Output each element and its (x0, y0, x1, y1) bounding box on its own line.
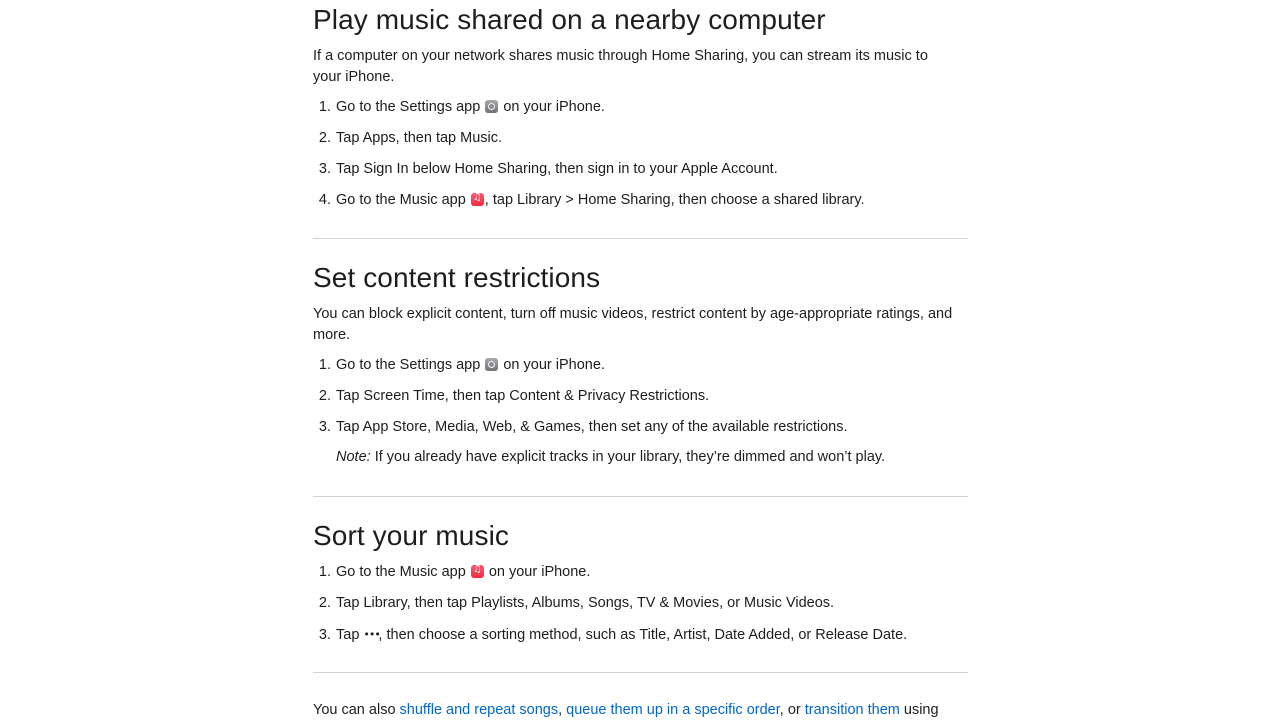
list-item (335, 562, 990, 583)
section-title-nearby-computer: Play music shared on a nearby computer (313, 4, 826, 35)
footer-text: , or (779, 702, 805, 718)
section-title-content-restrictions: Set content restrictions (313, 262, 601, 293)
step-text: Go to the Settings app (336, 357, 481, 373)
transition-songs-link[interactable]: transition them (804, 702, 900, 718)
list-item (335, 355, 990, 376)
list-item: 3. Tap Sign In below Home Sharing, then sign in to your Apple Account. (335, 159, 990, 180)
section-divider (313, 496, 968, 497)
note (336, 447, 990, 468)
steps-content-restrictions (313, 355, 990, 468)
steps-sort-music (313, 562, 990, 646)
step-text: , tap Library > Home Sharing, then choose a shared library. (484, 192, 865, 208)
music-app-icon (471, 565, 484, 578)
note-text: If you already have explicit tracks in your library, they’re dimmed and won’t play. (370, 449, 886, 465)
settings-app-icon (485, 100, 498, 113)
footer-text: , (558, 702, 567, 718)
shuffle-repeat-link[interactable]: shuffle and repeat songs (399, 702, 559, 718)
step-text: on your iPhone. (484, 564, 591, 580)
list-item: 2. Tap Library, then tap Playlists, Albums, Songs, TV & Movies, or Music Videos. (335, 593, 990, 614)
section-divider (313, 672, 968, 673)
footer-text: using (899, 702, 939, 718)
footer-text: You can also (313, 702, 400, 718)
steps-nearby-computer (313, 97, 990, 211)
note-label: Note: (336, 449, 371, 465)
section-intro-nearby-computer: If a computer on your network shares music through Home Sharing, you can stream its music to your iPhone. (313, 48, 928, 85)
step-text: Go to the Settings app (336, 99, 481, 115)
queue-songs-link[interactable]: queue them up in a specific order (566, 702, 780, 718)
step-text: on your iPhone. (499, 99, 605, 115)
list-item (335, 417, 990, 468)
step-text: Tap App Store, Media, Web, & Games, then set any of the available restrictions. (336, 419, 848, 435)
list-item: 2. Tap Apps, then tap Music. (335, 128, 990, 149)
section-divider (313, 238, 968, 239)
list-item: 2. Tap Screen Time, then tap Content & Privacy Restrictions. (335, 386, 990, 407)
footer-paragraph (313, 700, 968, 721)
step-text: Go to the Music app (336, 564, 466, 580)
list-item (335, 190, 990, 211)
step-text: , then choose a sorting method, such as Title, Artist, Date Added, or Release Date. (378, 627, 908, 643)
step-text: Go to the Music app (336, 192, 466, 208)
more-ellipsis-icon: ••• (363, 628, 380, 641)
step-text: on your iPhone. (499, 357, 605, 373)
list-item (335, 624, 990, 646)
step-text: Tap (336, 627, 364, 643)
music-app-icon (471, 193, 484, 206)
section-title-sort-music: Sort your music (313, 520, 509, 551)
list-item (335, 97, 990, 118)
settings-app-icon (485, 358, 498, 371)
section-intro-content-restrictions: You can block explicit content, turn off music videos, restrict content by age-appropriate ratings, and more. (313, 306, 953, 343)
